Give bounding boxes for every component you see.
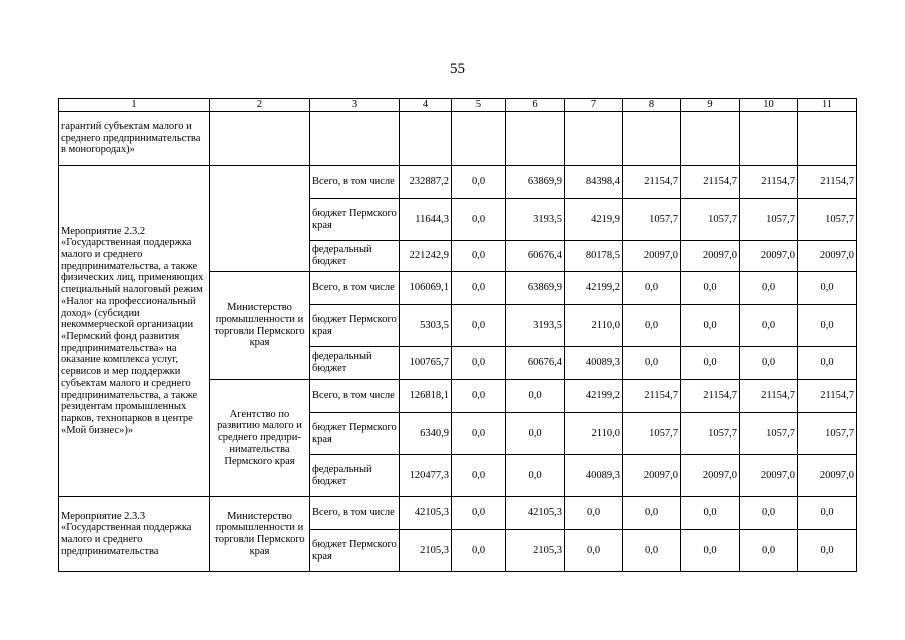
amount-cell: 20097,0 [740, 241, 798, 272]
amount-cell: 1057,7 [681, 199, 740, 241]
amount-cell: 1057,7 [623, 199, 681, 241]
column-number: 7 [565, 99, 623, 112]
funding-source: федеральный бюджет [310, 347, 400, 380]
amount-cell: 0,0 [740, 530, 798, 572]
table-row [59, 166, 857, 199]
column-number: 8 [623, 99, 681, 112]
amount-cell: 1057,7 [740, 199, 798, 241]
amount-cell: 21154,7 [740, 166, 798, 199]
amount-cell: 0,0 [798, 530, 857, 572]
amount-cell: 0,0 [452, 272, 506, 305]
funding-source: Всего, в том числе [310, 380, 400, 413]
empty-cell [506, 112, 565, 166]
column-number: 5 [452, 99, 506, 112]
amount-cell: 0,0 [681, 347, 740, 380]
amount-cell: 0,0 [681, 305, 740, 347]
empty-cell [310, 112, 400, 166]
amount-cell: 0,0 [565, 497, 623, 530]
amount-cell: 0,0 [452, 497, 506, 530]
amount-cell: 0,0 [798, 497, 857, 530]
amount-cell: 63869,9 [506, 272, 565, 305]
amount-cell: 0,0 [452, 305, 506, 347]
empty-cell [452, 112, 506, 166]
amount-cell: 20097,0 [740, 455, 798, 497]
amount-cell: 3193,5 [506, 199, 565, 241]
amount-cell: 0,0 [452, 241, 506, 272]
amount-cell: 20097,0 [681, 455, 740, 497]
column-number: 6 [506, 99, 565, 112]
amount-cell: 2110,0 [565, 305, 623, 347]
funding-source: бюджет Пермского края [310, 413, 400, 455]
amount-cell: 20097,0 [798, 241, 857, 272]
amount-cell: 0,0 [452, 530, 506, 572]
amount-cell: 2105,3 [506, 530, 565, 572]
empty-cell [681, 112, 740, 166]
empty-cell [565, 112, 623, 166]
amount-cell: 0,0 [452, 380, 506, 413]
funding-source: федеральный бюджет [310, 455, 400, 497]
executor-cell: Министерство промышленности и торговли Пермского края [210, 497, 310, 572]
amount-cell: 21154,7 [681, 380, 740, 413]
funding-source: бюджет Пермского края [310, 530, 400, 572]
amount-total: 120477,3 [400, 455, 452, 497]
table-row [59, 497, 857, 530]
amount-cell: 1057,7 [798, 199, 857, 241]
amount-cell: 0,0 [452, 199, 506, 241]
amount-cell: 0,0 [623, 272, 681, 305]
amount-cell: 0,0 [452, 347, 506, 380]
amount-cell: 42105,3 [506, 497, 565, 530]
amount-cell: 0,0 [452, 455, 506, 497]
amount-cell: 84398,4 [565, 166, 623, 199]
amount-total: 2105,3 [400, 530, 452, 572]
empty-cell [210, 112, 310, 166]
amount-cell: 63869,9 [506, 166, 565, 199]
amount-cell: 1057,7 [623, 413, 681, 455]
funding-source: Всего, в том числе [310, 497, 400, 530]
executor-cell: Агентство по развитию малого и среднего предпри- нимательства Пермского края [210, 380, 310, 497]
amount-cell: 0,0 [798, 347, 857, 380]
amount-cell: 80178,5 [565, 241, 623, 272]
amount-cell: 0,0 [452, 413, 506, 455]
amount-cell: 2110,0 [565, 413, 623, 455]
amount-cell: 0,0 [740, 305, 798, 347]
executor-cell: Министерство промышленности и торговли Пермского края [210, 272, 310, 380]
event-name-continuation: гарантий субъектам малого и среднего предпринимательства в моногородах)» [59, 112, 210, 166]
empty-cell [798, 112, 857, 166]
column-number: 2 [210, 99, 310, 112]
amount-cell: 0,0 [623, 530, 681, 572]
amount-cell: 0,0 [623, 347, 681, 380]
column-number: 3 [310, 99, 400, 112]
funding-source: бюджет Пермского края [310, 199, 400, 241]
amount-cell: 0,0 [681, 530, 740, 572]
amount-cell: 0,0 [798, 305, 857, 347]
amount-cell: 0,0 [623, 305, 681, 347]
column-number: 9 [681, 99, 740, 112]
amount-cell: 60676,4 [506, 347, 565, 380]
amount-cell: 0,0 [506, 380, 565, 413]
amount-cell: 0,0 [452, 166, 506, 199]
amount-cell: 20097,0 [623, 455, 681, 497]
funding-source: Всего, в том числе [310, 272, 400, 305]
column-number: 10 [740, 99, 798, 112]
amount-cell: 60676,4 [506, 241, 565, 272]
event-name: Мероприятие 2.3.3 «Государственная поддержка малого и среднего предпринимательства [59, 497, 210, 572]
amount-total: 100765,7 [400, 347, 452, 380]
amount-cell: 0,0 [798, 272, 857, 305]
amount-cell: 0,0 [681, 497, 740, 530]
empty-cell [740, 112, 798, 166]
amount-cell: 0,0 [565, 530, 623, 572]
page-number: 55 [450, 61, 465, 77]
amount-total: 232887,2 [400, 166, 452, 199]
amount-cell: 42199,2 [565, 380, 623, 413]
amount-cell: 0,0 [506, 455, 565, 497]
amount-cell: 21154,7 [681, 166, 740, 199]
amount-cell: 20097,0 [798, 455, 857, 497]
amount-total: 6340,9 [400, 413, 452, 455]
amount-cell: 0,0 [740, 272, 798, 305]
amount-cell: 0,0 [623, 497, 681, 530]
amount-total: 42105,3 [400, 497, 452, 530]
column-number-row [59, 99, 857, 112]
amount-total: 221242,9 [400, 241, 452, 272]
amount-cell: 0,0 [681, 272, 740, 305]
amount-cell: 1057,7 [740, 413, 798, 455]
amount-cell: 1057,7 [681, 413, 740, 455]
continuation-row [59, 112, 857, 166]
amount-total: 126818,1 [400, 380, 452, 413]
amount-cell: 0,0 [740, 347, 798, 380]
empty-cell [623, 112, 681, 166]
amount-total: 5303,5 [400, 305, 452, 347]
executor-cell [210, 166, 310, 272]
amount-cell: 20097,0 [623, 241, 681, 272]
column-number: 4 [400, 99, 452, 112]
amount-cell: 20097,0 [681, 241, 740, 272]
amount-cell: 3193,5 [506, 305, 565, 347]
amount-cell: 21154,7 [740, 380, 798, 413]
amount-total: 11644,3 [400, 199, 452, 241]
amount-cell: 21154,7 [623, 380, 681, 413]
amount-cell: 21154,7 [798, 380, 857, 413]
event-name: Мероприятие 2.3.2 «Государственная поддержка малого и среднего предпринимательства, а также физических лиц, применяющих специальный налоговый режим «Налог на профессиональный доход» (субсидии некоммерческой организации «Пермский фонд развития предпринимательства» на оказание комплекса услуг, сервисов и мер поддержки субъектам малого и среднего предпринимательства, а также резидентам промышленных парков, технопарков в центре «Мой бизнес»)» [59, 166, 210, 497]
amount-cell: 21154,7 [798, 166, 857, 199]
amount-cell: 0,0 [740, 497, 798, 530]
amount-cell: 21154,7 [623, 166, 681, 199]
amount-total: 106069,1 [400, 272, 452, 305]
column-number: 11 [798, 99, 857, 112]
column-number: 1 [59, 99, 210, 112]
amount-cell: 42199,2 [565, 272, 623, 305]
funding-source: федеральный бюджет [310, 241, 400, 272]
funding-source: бюджет Пермского края [310, 305, 400, 347]
amount-cell: 4219,9 [565, 199, 623, 241]
funding-source: Всего, в том числе [310, 166, 400, 199]
empty-cell [400, 112, 452, 166]
amount-cell: 0,0 [506, 413, 565, 455]
amount-cell: 40089,3 [565, 455, 623, 497]
amount-cell: 40089,3 [565, 347, 623, 380]
budget-table [58, 98, 857, 572]
amount-cell: 1057,7 [798, 413, 857, 455]
